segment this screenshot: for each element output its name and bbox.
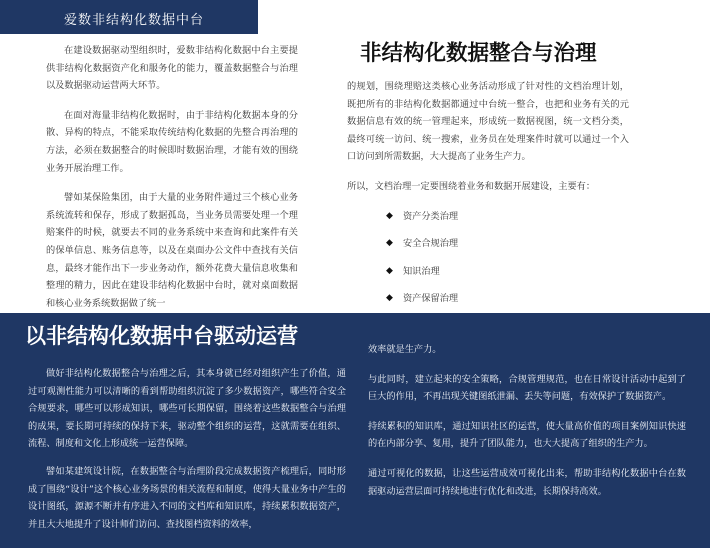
operations-paragraph-6: 通过可视化的数据，让这些运营成效可视化出来，帮助非结构化数据中台在数据驱动运营层面可持续地进行优化和改进，长期保持高效。 <box>368 467 686 497</box>
operations-paragraph-2: 譬如某建筑设计院，在数据整合与治理阶段完成数据资产梳理后，同时形成了围绕“设计”这个核心业务场景的相关流程和制度，使得大量业务中产生的设计图纸，源源不断并有序进入不同的文档库和知识库，持续累积数据资产，并且大大地提升了设计师们访问、查找图档资料的效率， <box>28 465 346 530</box>
list-item-label: 知识治理 <box>403 265 440 277</box>
governance-list <box>347 208 629 318</box>
operations-paragraph-3: 效率就是生产力。 <box>368 344 442 355</box>
list-item <box>347 235 629 263</box>
left-paragraph-1: 在建设数据驱动型组织时，爱数非结构化数据中台主要提供非结构化数据资产化和服务化的能力，覆盖数据整合与治理以及数据驱动运营两大环节。 <box>46 45 298 92</box>
operations-right-column <box>368 341 686 512</box>
left-paragraph-2: 在面对海量非结构化数据时，由于非结构化数据本身的分散、异构的特点，不能采取传统结构化数据的先整合再治理的方法，必须在数据整合的时候即时数据治理，才能有效的围绕业务开展治理工作。 <box>46 109 298 174</box>
diamond-bullet-icon: ◆ <box>386 238 393 249</box>
right-paragraph-1: 的规划，围绕理赔这类核心业务活动形成了针对性的文档治理计划，既把所有的非结构化数据都通过中台统一整合，也把和业务有关的元数据信息有效的统一管理起来，形成统一数据视图，统一文档分类，最终可统一访问、统一搜索，业务员在处理案件时就可以通过一个入口访问到所需数据，大大提高了业务生产力。 <box>347 81 629 163</box>
list-item-label: 资产保留治理 <box>403 293 459 305</box>
diamond-bullet-icon: ◆ <box>386 265 393 276</box>
section-title-operations: 以非结构化数据中台驱动运营 <box>25 324 298 348</box>
operations-paragraph-4: 与此同时，建立起来的安全策略，合规管理规范，也在日常设计活动中起到了巨大的作用，不再出现关键图纸泄漏、丢失等问题，有效保护了数据资产。 <box>368 373 686 403</box>
operations-left-column <box>28 365 346 543</box>
diamond-bullet-icon: ◆ <box>386 210 393 221</box>
section-title-integration: 非结构化数据整合与治理 <box>360 41 597 66</box>
operations-paragraph-1: 做好非结构化数据整合与治理之后，其本身就已经对组织产生了价值，通过可观测性能力可以清晰的看到帮助组织沉淀了多少数据资产，哪些符合安全合规要求，哪些可以形成知识，哪些可长期保留，围绕着这些数据整合与治理的成果，要长期可持续的保持下来，驱动整个组织的运营，这就需要在组织、流程、制度和文化上形成统一运营保障。 <box>28 368 346 450</box>
list-item <box>347 208 629 236</box>
brand-banner <box>0 0 258 34</box>
right-column <box>347 78 629 318</box>
list-item <box>347 263 629 291</box>
brand-title: 爱数非结构化数据中台 <box>64 13 205 28</box>
operations-section <box>0 313 710 548</box>
left-paragraph-3: 譬如某保险集团，由于大量的业务附件通过三个核心业务系统流转和保存，形成了数据孤岛，当业务员需要处理一个理赔案件的时候，就要去不同的业务系统中来查询和此案件有关的保单信息、账务信息等，以及在桌面办公文件中查找有关信息，最终才能作出下一步业务动作，额外花费大量信息收集和整理的精力，因此在建设非结构化数据中台时，就对桌面数据和核心业务系统数据做了统一 <box>46 192 298 309</box>
diamond-bullet-icon: ◆ <box>386 293 393 304</box>
list-item-label: 资产分类治理 <box>403 210 459 222</box>
list-item-label: 安全合规治理 <box>403 238 459 250</box>
right-paragraph-2: 所以，文档治理一定要围绕着业务和数据开展建设，主要有： <box>347 180 596 192</box>
left-column <box>46 42 298 324</box>
operations-paragraph-5: 持续累积的知识库，通过知识社区的运营，使大量高价值的项目案例知识快速的在内部分享、复用，提升了团队能力，也大大提高了组织的生产力。 <box>368 420 686 450</box>
